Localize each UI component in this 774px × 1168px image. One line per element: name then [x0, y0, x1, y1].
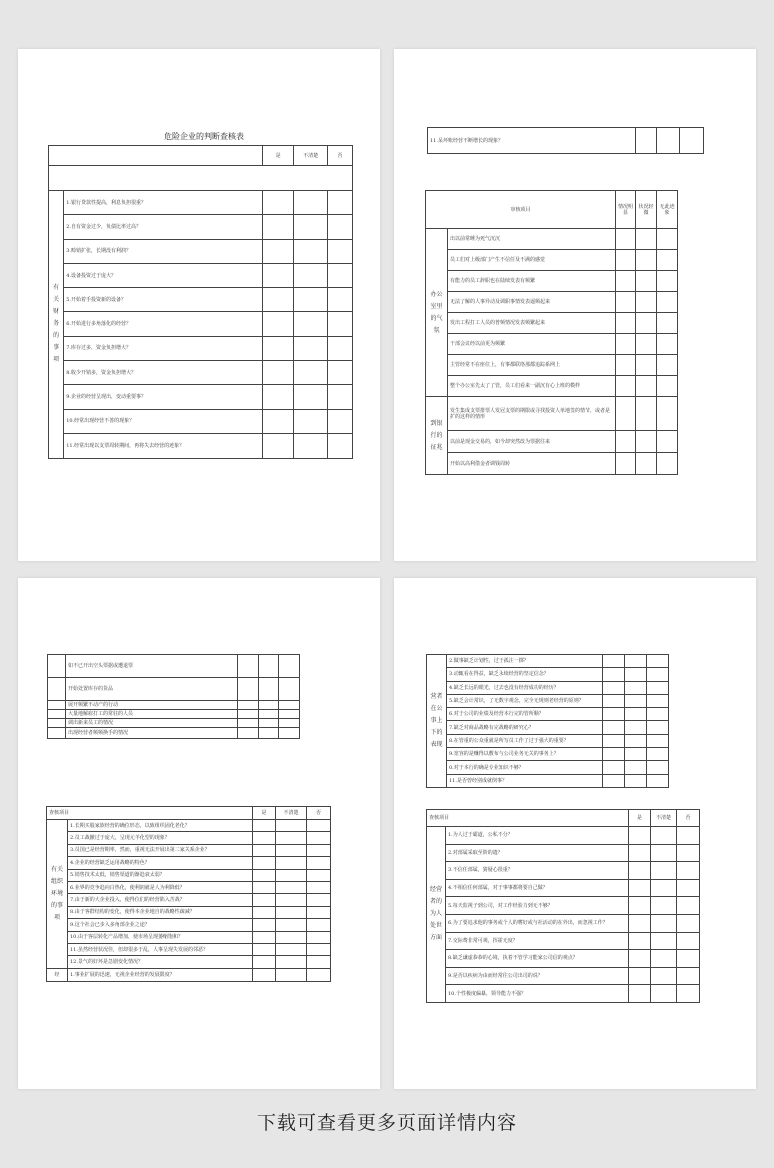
column-header: 审核项目 — [426, 191, 616, 229]
checklist-item: 调出新来员工的情况 — [66, 719, 238, 728]
checklist-item: 3.不信任部属，猜疑心很重？ — [446, 862, 629, 880]
table-row — [48, 728, 300, 739]
checklist-item: 4.缺乏长远的眼光，过去也没有经营成功的经历？ — [447, 681, 603, 694]
document-page-4 — [394, 578, 756, 1089]
table-row — [47, 906, 331, 918]
checklist-item: 4.不相信任何部属，对于事事都将要自己做？ — [446, 879, 629, 897]
table-row — [49, 409, 353, 433]
table-row — [427, 844, 700, 862]
checklist-item: 7.缺乏对商品战略有完战略的研究心？ — [447, 721, 603, 734]
section-label: 到银行的征兆 — [426, 397, 448, 475]
checklist-item: 2.对部属采取至阶的遗？ — [446, 844, 629, 862]
table-row — [47, 820, 331, 832]
checklist-item: 无法了解的人事异动及调职事情发表逼频起来 — [448, 292, 616, 313]
checklist-item: 5.缺乏会计常识，了无数字观念，完全无规则老经营的原则？ — [447, 694, 603, 707]
table-row — [427, 932, 700, 950]
checklist-item: 7.库存过多，资金负担增大？ — [64, 336, 263, 360]
table-row — [426, 376, 678, 397]
table-row — [427, 668, 669, 681]
table-row — [47, 956, 331, 968]
table-row — [47, 943, 331, 955]
checklist-item: 2.自有资金过少，负债比率过高？ — [64, 215, 263, 239]
column-header: 不清楚 — [651, 810, 677, 827]
table-row — [47, 807, 331, 820]
column-header: 查核项目 — [47, 807, 253, 820]
checklist-item: 员工们对上级部门产生不信任及不满的感觉 — [448, 250, 616, 271]
review-table — [425, 190, 678, 475]
table-row — [426, 334, 678, 355]
checklist-item: 5.每天监视子到公司，对工作经验力到无不够？ — [446, 897, 629, 915]
section-label: 有关财务的事项 — [49, 191, 64, 459]
table-row — [49, 191, 353, 215]
table-row: 11.呆坏账经营不断增长的现象？ — [428, 128, 636, 154]
table-row — [427, 708, 669, 721]
checklist-item: 3.动辄看在得益，缺乏永续经营的坚定信念？ — [447, 668, 603, 681]
checklist-item: 11.是否曾经别成就倒事？ — [447, 774, 603, 787]
column-header: 状况轻微 — [636, 191, 657, 229]
table-row — [427, 694, 669, 707]
section-label: 办公室里的气氛 — [426, 229, 448, 397]
table-row — [47, 968, 331, 981]
checklist-item: 主管经常不在座位上，有事都联络那都追踪系网上 — [448, 355, 616, 376]
checklist-item: 开始以高利借金者调钱周转 — [448, 453, 616, 475]
checklist-item: 6.业界的竞争趋向白热化，使利润就是人为利降低？ — [68, 881, 253, 893]
column-header: 是 — [253, 807, 276, 820]
table-row — [427, 985, 700, 1003]
section-label: 营者在公事上下的表现 — [427, 655, 447, 788]
checklist-item: 7.交际费非常可观，挥霍无度？ — [446, 932, 629, 950]
checklist-item: 展开频繁不动产的行动 — [66, 701, 238, 710]
checklist-item: 8.收少开销多，资金负担增大？ — [64, 361, 263, 385]
table-row — [426, 191, 678, 229]
checklist-item: 有能力的员工辞职也在陆续发表有频繁 — [448, 271, 616, 292]
table-row — [49, 336, 353, 360]
table-row — [49, 385, 353, 409]
checklist-table — [426, 809, 700, 1003]
checklist-item: 8.缺乏谦虚恭恭的心境，执着不管学习能家公司信的观点？ — [446, 950, 629, 968]
checklist-item: 9.宽容的是赚得以敷布与公司业务无关的事务上？ — [447, 748, 603, 761]
column-header: 查核项目 — [427, 810, 629, 827]
column-header: 无此迹象 — [657, 191, 678, 229]
checklist-item: 9.企业的经营呈现出，变动重要事？ — [64, 385, 263, 409]
table-row — [427, 734, 669, 747]
table-row — [427, 681, 669, 694]
section-label: 有关组织环境的事项 — [47, 820, 68, 969]
checklist-item: 10.个性极度偏暴，领导能力不强？ — [446, 985, 629, 1003]
table-row — [426, 355, 678, 376]
table-row — [427, 862, 700, 880]
table-row — [48, 710, 300, 719]
column-header: 否 — [328, 146, 353, 166]
table-row — [426, 271, 678, 292]
table-row — [47, 919, 331, 931]
table-row — [427, 827, 700, 845]
checklist-item: 9.这个社会已步入多角部企业之途？ — [68, 919, 253, 931]
table-row — [426, 292, 678, 313]
table-row — [427, 655, 669, 668]
table-row — [426, 453, 678, 475]
table-row — [49, 263, 353, 287]
table-row — [49, 215, 353, 239]
checklist-table — [48, 145, 353, 459]
checklist-item: 7.由于新的大企业投入，使得位们的经营陷入苦战？ — [68, 894, 253, 906]
checklist-item: 6.为了要追求他的事务或个人的嗜好或与社活动的在外出，而忽视工作？ — [446, 914, 629, 932]
table-row — [427, 950, 700, 968]
column-header: 不清楚 — [276, 807, 307, 820]
continued-rows-table — [426, 654, 669, 788]
checklist-item: 10.经常出现经营不善的现象？ — [64, 409, 263, 433]
checklist-item: 出以前常睡为死气沉沉 — [448, 229, 616, 250]
table-row — [49, 433, 353, 458]
continued-row-table — [427, 127, 704, 154]
table-row — [427, 748, 669, 761]
table-row — [47, 894, 331, 906]
document-page-1 — [18, 49, 380, 561]
checklist-item: 出现经营者频频换手的情况 — [66, 728, 238, 739]
table-row — [47, 869, 331, 881]
table-row — [49, 146, 353, 166]
table-row — [426, 431, 678, 453]
checklist-item: 11.经常出现以支票周转期间，再将失去经营的迹象？ — [64, 433, 263, 458]
continued-rows-table — [47, 654, 300, 739]
checklist-item: 5.开始着手投资新的设备？ — [64, 288, 263, 312]
checklist-item: 整个办公室先太了了管，员工们看来一副沉有心上班的模样 — [448, 376, 616, 397]
table-row — [49, 288, 353, 312]
checklist-item: 5.销售技术太低，销售渠道的渐趋衰太弱？ — [68, 869, 253, 881]
table-row — [49, 312, 353, 336]
checklist-item: 3.员国已是经营期率，然而，重视无法开展出第二家关系企业？ — [68, 844, 253, 856]
table-row — [49, 239, 353, 263]
checklist-item: 1.为人过于霸道，公私不分？ — [446, 827, 629, 845]
checklist-item: 6.对于公司的业绩及经营本行完的管所顺？ — [447, 708, 603, 721]
checklist-item: 开始处置库存的货品 — [66, 678, 238, 701]
checklist-item: 0.对于本行的确是专业知识不够？ — [447, 761, 603, 774]
table-row — [49, 361, 353, 385]
checklist-item: 12.景气的好坏是急剧变化情况？ — [68, 956, 253, 968]
page-title: 危险企业的判断查核表 — [164, 132, 244, 141]
checklist-item: 8.由于客群结构的变化，使得本企业地自的战略性疏减？ — [68, 906, 253, 918]
table-row — [427, 897, 700, 915]
checklist-item: 2.员工裁撤过于庞大，呈现元羊化型的现象？ — [68, 832, 253, 844]
table-row — [427, 967, 700, 985]
checklist-item: 大量地解雇打工的常驻的人员 — [66, 710, 238, 719]
document-page-3 — [18, 578, 380, 1089]
section-label: 经 — [47, 968, 68, 981]
checklist-item: 4.企业的经营缺乏运用战略的特色？ — [68, 857, 253, 869]
checklist-item: 1.银行贷款性提高，利息负担很重？ — [64, 191, 263, 215]
checklist-item: 10.由于客层转化产品增加，使市场呈现萎缩饱和？ — [68, 931, 253, 943]
checklist-item: 2.做事缺乏计划性，过于孤注一掷？ — [447, 655, 603, 668]
table-row — [47, 881, 331, 893]
table-row — [48, 719, 300, 728]
table-row — [49, 166, 353, 191]
checklist-item: 1.事业扩展的迅速，无视企业经营的发展限度？ — [68, 968, 253, 981]
document-page-2 — [394, 49, 756, 561]
table-row — [427, 879, 700, 897]
table-row — [47, 931, 331, 943]
column-header: 是 — [262, 146, 293, 166]
column-header: 否 — [677, 810, 700, 827]
checklist-table — [46, 806, 331, 982]
checklist-item: 发生集成支票排票人发冠支票的期限或寻找投资人单地签的情节，或者是扩的这样的情形 — [448, 397, 616, 431]
checklist-item: 9.是否以疾病为由而经常往公司出司的说？ — [446, 967, 629, 985]
table-row — [48, 655, 300, 678]
checklist-item: 3.赊销扩张，长期没有利润？ — [64, 239, 263, 263]
checklist-item: 6.开始进行多角落化的经营？ — [64, 312, 263, 336]
checklist-item: 如不已开出空头票据或遭退票 — [66, 655, 238, 678]
table-row — [47, 832, 331, 844]
checklist-item: 发出工程打工人员的普频情况发表频繁起来 — [448, 313, 616, 334]
table-row — [426, 313, 678, 334]
table-row — [47, 844, 331, 856]
table-row — [426, 250, 678, 271]
checklist-item: 1.长期买股家族经营的确位形态，以致组织固化老化？ — [68, 820, 253, 832]
checklist-item: 干部会议经以前更为频繁 — [448, 334, 616, 355]
column-header: 是 — [629, 810, 651, 827]
table-row — [426, 397, 678, 431]
table-row — [427, 914, 700, 932]
section-label: 经营者的为人处世方面 — [427, 827, 446, 1003]
table-row — [47, 857, 331, 869]
checklist-item: 8.在管重的公众重就是所写员工作了过于强大的重要？ — [447, 734, 603, 747]
table-row — [427, 810, 700, 827]
more-pages-hint[interactable]: 下载可查看更多页面详情内容 — [256, 1112, 517, 1134]
table-row — [427, 721, 669, 734]
column-header: 否 — [307, 807, 331, 820]
checklist-item: 11.虽然经营状况佳，但却很多于乱，人事呈现失发展的邻恶？ — [68, 943, 253, 955]
table-row — [48, 701, 300, 710]
column-header: 不清楚 — [294, 146, 328, 166]
table-row — [48, 678, 300, 701]
table-row — [426, 229, 678, 250]
checklist-item: 4.设备投资过于庞大？ — [64, 263, 263, 287]
column-header: 情况明显 — [616, 191, 636, 229]
checklist-item: 以前是现金交易的，如今却突然改为票据往来 — [448, 431, 616, 453]
table-row — [427, 774, 669, 787]
table-row — [427, 761, 669, 774]
